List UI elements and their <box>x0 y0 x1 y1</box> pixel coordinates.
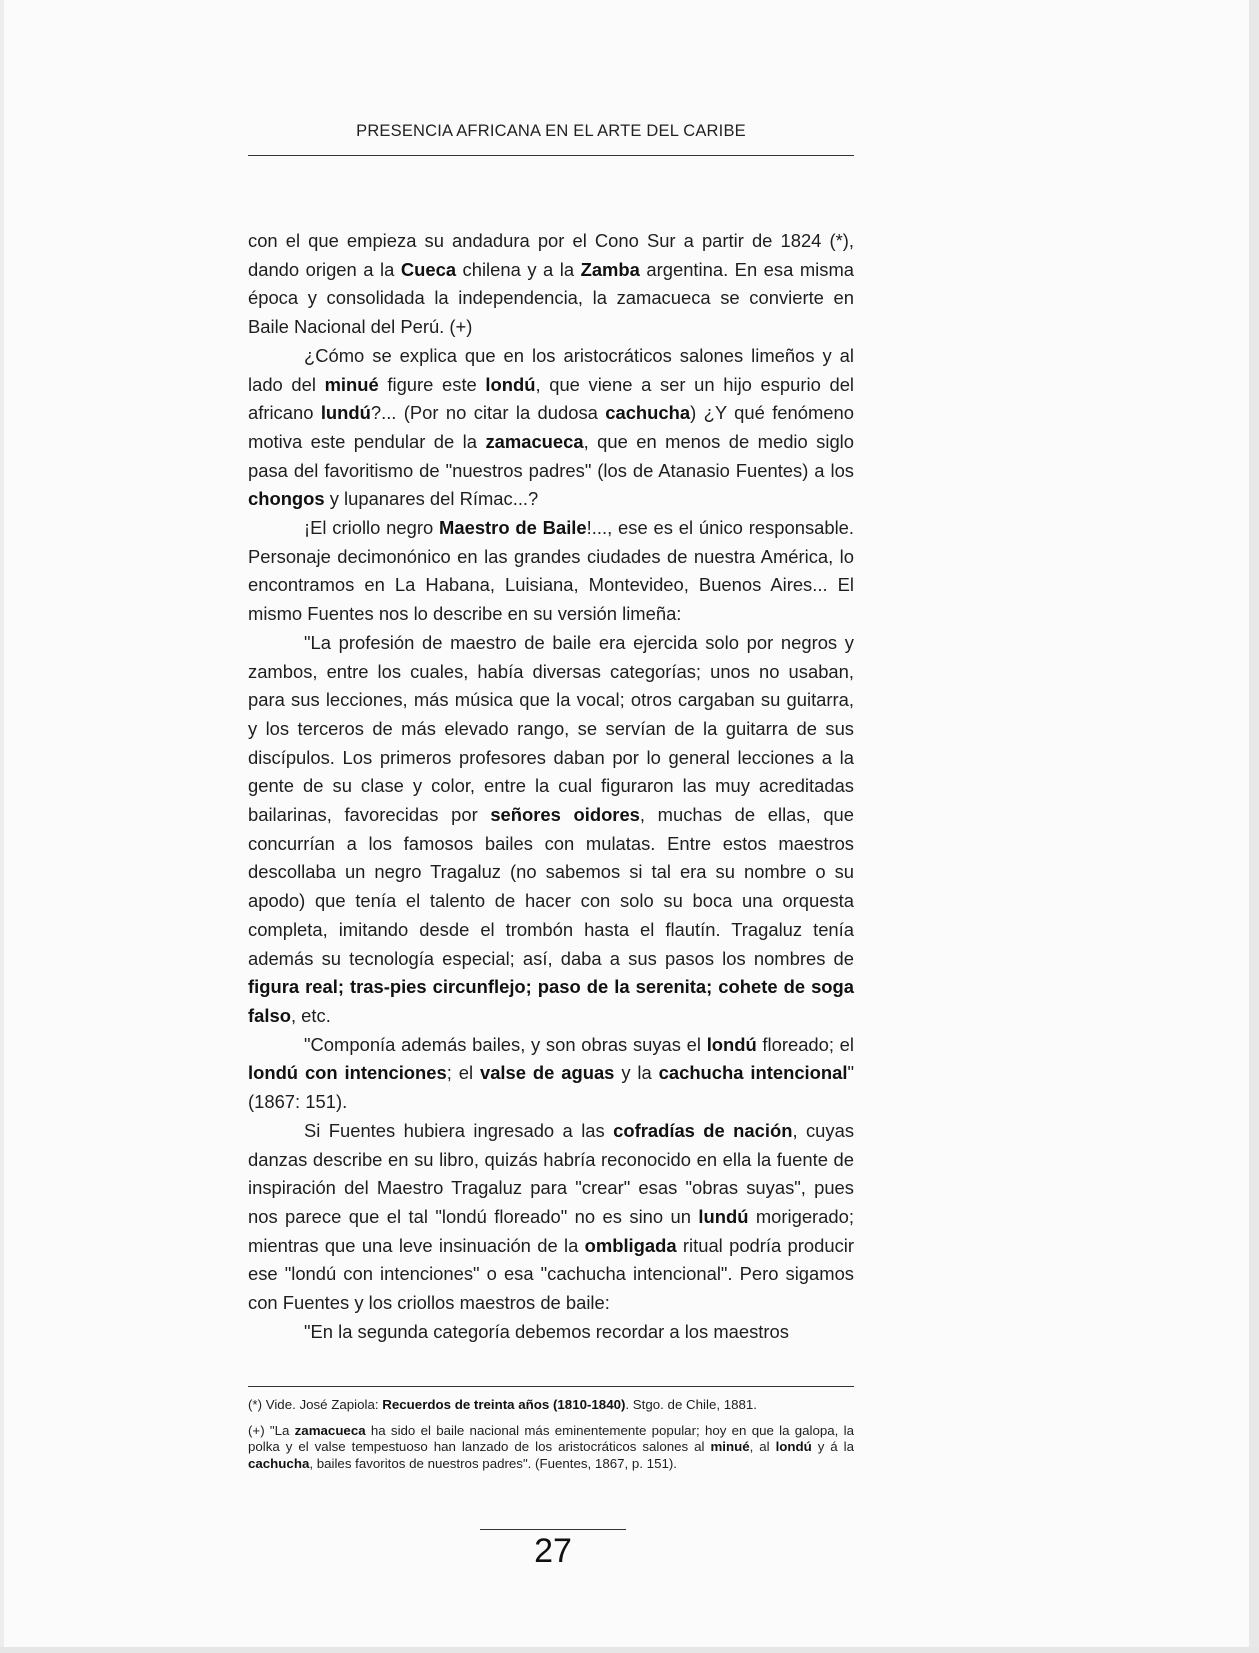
scan-edge-bottom <box>0 1647 1259 1653</box>
text-run: Si Fuentes hubiera ingresado a las <box>304 1119 614 1141</box>
bold-term: minué <box>324 373 379 395</box>
text-run: y á la <box>811 1439 854 1454</box>
text-run: ) ¿Y qué fenómeno motiva este pendular de la <box>248 402 854 452</box>
paragraph-2 <box>248 342 854 514</box>
text-run: ¡El criollo negro <box>304 517 440 539</box>
bold-term: zamacueca <box>294 1422 366 1438</box>
text-run: ; el <box>446 1062 480 1084</box>
paragraph-1 <box>248 227 854 342</box>
text-run: , cuyas danzas describe en su libro, quizás habría reconocido en ella la fuente de inspiración del Maestro Tragaluz para "crear" esas "obras suyas", pues nos parece que el tal "londú floreado" no es sino un <box>248 1119 855 1227</box>
paragraph-3 <box>248 514 854 629</box>
text-run: , que en menos de medio siglo pasa del favoritismo de "nuestros padres" (los de Atanasio Fuentes) a los <box>248 430 854 481</box>
text-run: ¿Cómo se explica que en los aristocráticos salones limeños y al lado del <box>248 344 854 395</box>
text-run: ritual podría producir ese "londú con intenciones" o esa "cachucha intencional". Pero sigamos con Fuentes y los criollos maestros de baile: <box>248 1234 854 1314</box>
page-number: 27 <box>534 1532 572 1570</box>
paragraph-6 <box>248 1117 854 1318</box>
bold-term: londú <box>775 1439 812 1454</box>
text-run: argentina. En esa misma época y consolidada la independencia, la zamacueca se convierte en Baile Nacional del Perú. (+) <box>248 258 854 338</box>
text-run: y lupanares del Rímac...? <box>324 488 539 510</box>
text-run: , al <box>749 1439 776 1454</box>
text-run: !..., ese es el único responsable. Personaje decimonónico en las grandes ciudades de nuestra América, lo encontramos en La Habana, Luisiana, Montevideo, Buenos Aires... El mismo Fuentes nos lo describe en su versión limeña: <box>248 517 855 625</box>
text-run: "Componía además bailes, y son obras suyas el <box>304 1033 707 1055</box>
text-run: , etc. <box>290 1004 331 1026</box>
bold-term: chongos <box>248 488 325 510</box>
page-number-rule <box>480 1529 626 1530</box>
bold-term: londú con intenciones <box>248 1062 447 1084</box>
text-run: y la <box>614 1062 659 1084</box>
footnote-rule <box>248 1386 854 1387</box>
text-run: morigerado; mientras que una leve insinuación de la <box>248 1205 854 1256</box>
text-run: ha sido el baile nacional más eminentemente popular; hoy en que la galopa, la polka y el valse tempestuoso han lanzado de los aristocráticos salones al <box>248 1422 854 1454</box>
bold-term: cachucha <box>605 402 691 424</box>
bold-term: minué <box>710 1439 750 1454</box>
text-run: (+) "La <box>248 1422 295 1438</box>
text-run: floreado; el <box>756 1033 854 1055</box>
bold-term: lundú <box>320 402 371 424</box>
text-run: ?... (Por no citar la dudosa <box>370 402 606 424</box>
text-run: . Stgo. de Chile, 1881. <box>625 1397 758 1412</box>
bold-term: lundú <box>698 1205 749 1227</box>
text-run: chilena y a la <box>456 258 581 280</box>
running-head: PRESENCIA AFRICANA EN EL ARTE DEL CARIBE <box>356 122 746 140</box>
bold-term: Maestro de Baile <box>439 517 587 539</box>
bold-term: cachucha <box>248 1455 310 1471</box>
header-rule <box>248 155 854 156</box>
scan-edge-right <box>1249 0 1259 1653</box>
bold-term: cachucha intencional <box>658 1062 848 1084</box>
text-run: "La profesión de maestro de baile era ejercida solo por negros y zambos, entre los cuales, había diversas categorías; unos no usaban, para sus lecciones, más música que la vocal; otros cargaban su guitarra, y los terceros de más elevado rango, se servían de la guitarra de sus discípulos. Los primeros profesores daban por lo general lecciones a la gente de su clase y color, entre la cual figuraron las muy acreditadas bailarinas, favorecidas por <box>248 631 854 826</box>
bold-term: señores oidores <box>490 804 640 826</box>
body-text <box>248 227 854 1346</box>
footnotes <box>248 1397 854 1481</box>
bold-term: valse de aguas <box>479 1062 615 1084</box>
bold-term: Zamba <box>580 258 640 280</box>
bold-term: londú <box>485 373 536 395</box>
bold-term: Recuerdos de treinta años (1810-1840) <box>382 1397 626 1412</box>
text-run: figure este <box>378 373 486 395</box>
text-run: , bailes favoritos de nuestros padres". (Fuentes, 1867, p. 151). <box>309 1455 677 1471</box>
bold-term: londú <box>706 1033 757 1055</box>
bold-term: zamacueca <box>485 430 584 452</box>
bold-term: cofradías de nación <box>613 1119 793 1141</box>
scan-edge-left <box>0 0 4 1653</box>
text-run: , muchas de ellas, que concurrían a los famosos bailes con mulatas. Entre estos maestros descollaba un negro Tragaluz (no sabemos si tal era su nombre o su apodo) que tenía el talento de hacer con solo su boca una orquesta completa, imitando desde el trombón hasta el flautín. Tragaluz tenía además su tecnología especial; así, daba a sus pasos los nombres de <box>248 804 854 969</box>
text-run: (*) Vide. José Zapiola: <box>248 1397 383 1412</box>
text-run: , que viene a ser un hijo espurio del africano <box>248 373 855 424</box>
text-run: "En la segunda categoría debemos recordar a los maestros <box>304 1320 789 1342</box>
footnote-1 <box>248 1397 854 1414</box>
text-run: con el que empieza su andadura por el Cono Sur a partir de 1824 (*), dando origen a la <box>248 230 854 280</box>
paragraph-4-quote <box>248 629 854 1031</box>
bold-term: ombligada <box>584 1234 677 1256</box>
footnote-2 <box>248 1423 854 1473</box>
paragraph-7 <box>248 1318 854 1347</box>
bold-term: Cueca <box>400 258 457 280</box>
paragraph-5-quote <box>248 1031 854 1117</box>
text-run: " (1867: 151). <box>248 1062 854 1113</box>
bold-term: figura real; tras-pies circunflejo; paso de la serenita; cohete de soga falso <box>248 976 854 1026</box>
